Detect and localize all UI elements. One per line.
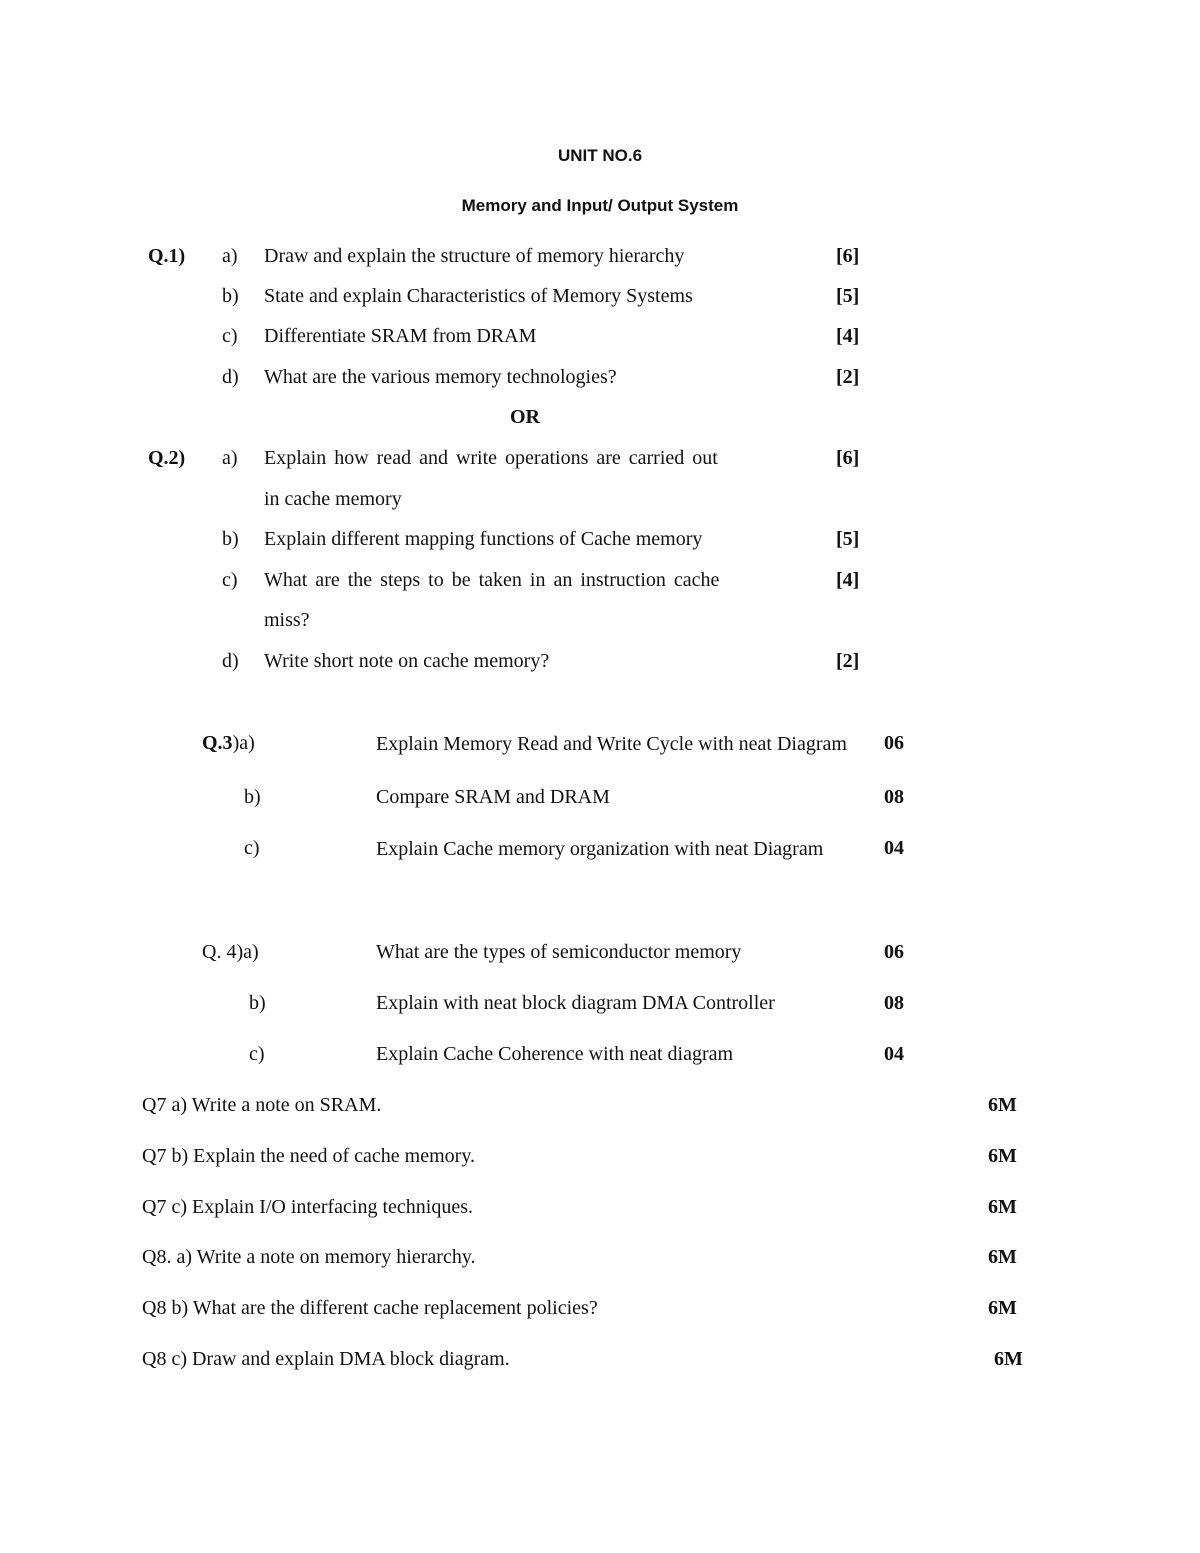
q1d-text: What are the various memory technologies? (264, 366, 617, 388)
q7c-marks: 6M (988, 1196, 1017, 1218)
q3b-letter: b) (244, 786, 261, 808)
q3c-marks: 04 (884, 837, 904, 859)
q1d-marks: [2] (836, 366, 860, 388)
q3c-text: Explain Cache memory organization with neat Diagram (376, 838, 824, 860)
unit-title: UNIT NO.6 (557, 146, 643, 165)
q2a-letter: a) (222, 447, 238, 469)
q1c-text: Differentiate SRAM from DRAM (264, 325, 537, 347)
q2a-text-line1: Explain how read and write operations are carried out (264, 447, 718, 469)
q3b-text: Compare SRAM and DRAM (376, 786, 610, 808)
q4c-text: Explain Cache Coherence with neat diagram (376, 1043, 734, 1065)
q2b-text: Explain different mapping functions of Cache memory (264, 528, 703, 550)
q4a-text: What are the types of semiconductor memory (376, 941, 742, 963)
q1d-letter: d) (222, 366, 239, 388)
q7a-text: Q7 a) Write a note on SRAM. (142, 1094, 382, 1116)
q8c-text: Q8 c) Draw and explain DMA block diagram. (142, 1348, 510, 1370)
q2d-text: Write short note on cache memory? (264, 650, 550, 672)
q2c-text-line2: miss? (264, 609, 310, 631)
q2a-marks: [6] (836, 447, 860, 469)
q4c-letter: c) (249, 1043, 265, 1065)
q4-label: Q. 4)a) (202, 941, 259, 963)
q2c-marks: [4] (836, 569, 860, 591)
q2d-marks: [2] (836, 650, 860, 672)
q3-label: Q.3)a) (202, 732, 255, 754)
or-separator: OR (510, 406, 540, 428)
q8a-marks: 6M (988, 1246, 1017, 1268)
q3a-marks: 06 (884, 732, 904, 754)
q2b-marks: [5] (836, 528, 860, 550)
q2c-letter: c) (222, 569, 238, 591)
q7c-text: Q7 c) Explain I/O interfacing techniques. (142, 1196, 473, 1218)
q3c-letter: c) (244, 837, 260, 859)
q8c-marks: 6M (994, 1348, 1023, 1370)
subject-title: Memory and Input/ Output System (461, 196, 739, 215)
q1-label: Q.1) (148, 245, 186, 267)
q4b-text: Explain with neat block diagram DMA Controller (376, 992, 775, 1014)
q2-label: Q.2) (148, 447, 186, 469)
q4a-marks: 06 (884, 941, 904, 963)
q3b-marks: 08 (884, 786, 904, 808)
q8b-marks: 6M (988, 1297, 1017, 1319)
q1b-letter: b) (222, 285, 239, 307)
q2b-letter: b) (222, 528, 239, 550)
q8a-text: Q8. a) Write a note on memory hierarchy. (142, 1246, 476, 1268)
q1b-text: State and explain Characteristics of Memory Systems (264, 285, 693, 307)
q7b-text: Q7 b) Explain the need of cache memory. (142, 1145, 476, 1167)
q7b-marks: 6M (988, 1145, 1017, 1167)
q4b-letter: b) (249, 992, 266, 1014)
q4c-marks: 04 (884, 1043, 904, 1065)
q1c-letter: c) (222, 325, 238, 347)
q3a-text: Explain Memory Read and Write Cycle with neat Diagram (376, 733, 847, 755)
q1c-marks: [4] (836, 325, 860, 347)
q8b-text: Q8 b) What are the different cache replacement policies? (142, 1297, 598, 1319)
q1a-marks: [6] (836, 245, 860, 267)
q2c-text-line1: What are the steps to be taken in an instruction cache (264, 569, 720, 591)
q2d-letter: d) (222, 650, 239, 672)
q1a-letter: a) (222, 245, 238, 267)
q1b-marks: [5] (836, 285, 860, 307)
q7a-marks: 6M (988, 1094, 1017, 1116)
q1a-text: Draw and explain the structure of memory hierarchy (264, 245, 685, 267)
q2a-text-line2: in cache memory (264, 488, 402, 510)
q4b-marks: 08 (884, 992, 904, 1014)
